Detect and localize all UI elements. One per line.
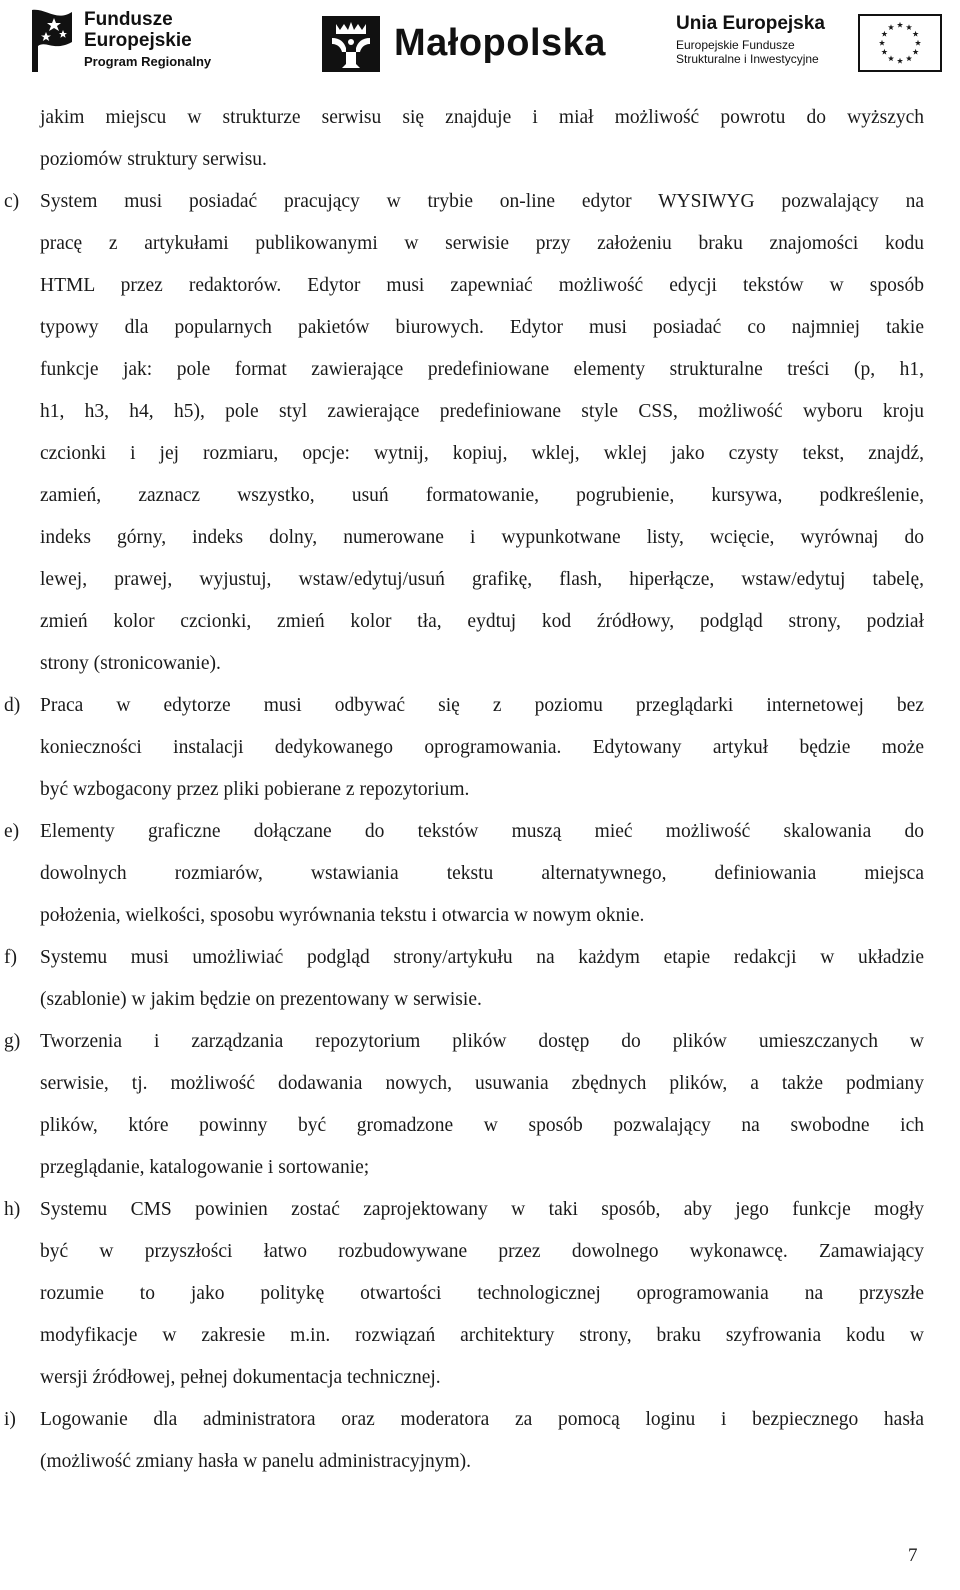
unia-europejska-logo	[676, 14, 946, 76]
text-line: rozumie to jako politykę otwartości technologicznej oprogramowania na przyszłe	[40, 1283, 924, 1304]
list-marker: c)	[4, 191, 20, 212]
text-line: Elementy graficzne dołączane do tekstów muszą mieć możliwość skalowania do	[40, 821, 924, 842]
text-line: czcionki i jej rozmiaru, opcje: wytnij, kopiuj, wklej, wklej jako czysty tekst, znajdź,	[40, 443, 924, 464]
ue-line1: Unia Europejska	[676, 13, 825, 34]
malopolska-crest-icon	[322, 16, 380, 72]
list-marker: e)	[4, 821, 20, 842]
malopolska-name: Małopolska	[394, 22, 606, 64]
text-line: lewej, prawej, wyjustuj, wstaw/edytuj/usuń grafikę, flash, hiperłącze, wstaw/edytuj tabelę,	[40, 569, 924, 590]
text-line: strony (stronicowanie).	[40, 653, 221, 674]
fe-flag-star-icon	[30, 6, 74, 74]
text-line: Systemu CMS powinien zostać zaprojektowany w taki sposób, aby jego funkcje mogły	[40, 1199, 924, 1220]
text-line: modyfikacje w zakresie m.in. rozwiązań architektury strony, braku szyfrowania kodu w	[40, 1325, 924, 1346]
text-line: System musi posiadać pracujący w trybie on-line edytor WYSIWYG pozwalający na	[40, 191, 924, 212]
text-line: być wzbogacony przez pliki pobierane z repozytorium.	[40, 779, 470, 800]
list-marker: d)	[4, 695, 21, 716]
ue-line2: Europejskie Fundusze	[676, 37, 795, 52]
fundusze-line2: Europejskie	[84, 30, 192, 51]
text-line: serwisie, tj. możliwość dodawania nowych, usuwania zbędnych plików, a także podmiany	[40, 1073, 924, 1094]
text-line: jakim miejscu w strukturze serwisu się znajduje i miał możliwość powrotu do wyższych	[40, 107, 924, 128]
text-line: położenia, wielkości, sposobu wyrównania tekstu i otwarcia w nowym oknie.	[40, 905, 645, 926]
header-logo-bar	[0, 0, 960, 84]
text-line: plików, które powinny być gromadzone w sposób pozwalający na swobodne ich	[40, 1115, 924, 1136]
text-line: funkcje jak: pole format zawierające predefiniowane elementy strukturalne treści (p, h1,	[40, 359, 924, 380]
text-line: zamień, zaznacz wszystko, usuń formatowanie, pogrubienie, kursywa, podkreślenie,	[40, 485, 924, 506]
text-line: być w przyszłości łatwo rozbudowywane przez dowolnego wykonawcę. Zamawiający	[40, 1241, 924, 1262]
fundusze-line1: Fundusze	[84, 9, 173, 30]
text-line: wersji źródłowej, pełnej dokumentacja technicznej.	[40, 1367, 441, 1388]
eu-flag-icon	[858, 14, 942, 72]
text-line: (szablonie) w jakim będzie on prezentowany w serwisie.	[40, 989, 482, 1010]
text-line: (możliwość zmiany hasła w panelu administracyjnym).	[40, 1451, 472, 1472]
fundusze-line3: Program Regionalny	[84, 54, 212, 69]
ue-logo-text	[676, 14, 825, 66]
text-line: poziomów struktury serwisu.	[40, 149, 267, 170]
list-marker: i)	[4, 1409, 16, 1430]
text-line: przeglądanie, katalogowanie i sortowanie;	[40, 1157, 370, 1178]
list-marker: g)	[4, 1031, 21, 1052]
text-line: dowolnych rozmiarów, wstawiania tekstu alternatywnego, definiowania miejsca	[40, 863, 924, 884]
fundusze-europejskie-logo	[30, 6, 230, 76]
text-line: konieczności instalacji dedykowanego oprogramowania. Edytowany artykuł będzie może	[40, 737, 924, 758]
text-line: h1, h3, h4, h5), pole styl zawierające predefiniowane style CSS, możliwość wyboru kroju	[40, 401, 924, 422]
text-line: zmień kolor czcionki, zmień kolor tła, eydtuj kod źródłowy, podgląd strony, podział	[40, 611, 924, 632]
malopolska-logo	[322, 16, 612, 72]
text-line: Tworzenia i zarządzania repozytorium plików dostęp do plików umieszczanych w	[40, 1031, 924, 1052]
list-marker: f)	[4, 947, 17, 968]
text-line: typowy dla popularnych pakietów biurowych. Edytor musi posiadać co najmniej takie	[40, 317, 924, 338]
text-line: Praca w edytorze musi odbywać się z poziomu przeglądarki internetowej bez	[40, 695, 924, 716]
text-line: Systemu musi umożliwiać podgląd strony/artykułu na każdym etapie redakcji w układzie	[40, 947, 924, 968]
fundusze-logo-text	[84, 10, 211, 68]
text-line: pracę z artykułami publikowanymi w serwisie przy założeniu braku znajomości kodu	[40, 233, 924, 254]
text-line: HTML przez redaktorów. Edytor musi zapewniać możliwość edycji tekstów w sposób	[40, 275, 924, 296]
list-marker: h)	[4, 1199, 21, 1220]
ue-line3: Strukturalne i Inwestycyjne	[676, 51, 819, 66]
page-number: 7	[908, 1545, 918, 1566]
text-line: indeks górny, indeks dolny, numerowane i wypunkotwane listy, wcięcie, wyrównaj do	[40, 527, 924, 548]
text-line: Logowanie dla administratora oraz moderatora za pomocą loginu i bezpiecznego hasła	[40, 1409, 924, 1430]
